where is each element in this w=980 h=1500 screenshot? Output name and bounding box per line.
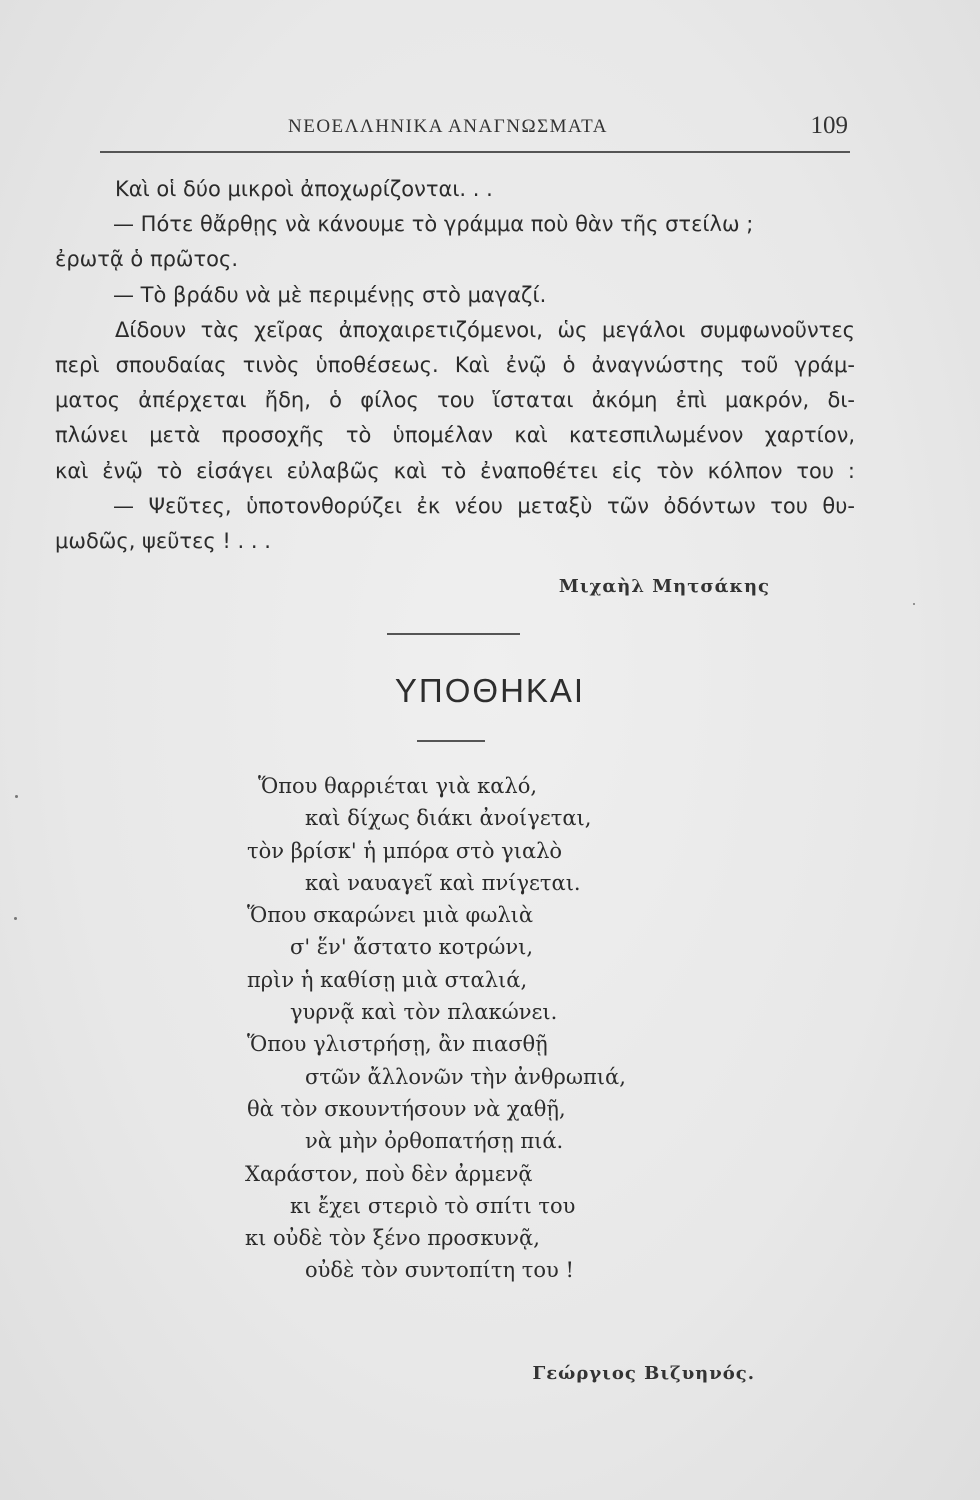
prose-line: πλώνει μετὰ προσοχῆς τὸ ὑπομέλαν καὶ κατεσπιλωμένον χαρτίον, — [55, 423, 855, 448]
poem-verse: οὐδὲ τὸν συντοπίτη του ! — [305, 1258, 574, 1283]
poem-verse: στῶν ἄλλονῶν τὴν ἀνθρωπιά, — [305, 1064, 626, 1089]
prose-line: περὶ σπουδαίας τινὸς ὑποθέσεως. Καὶ ἐνῷ ὁ ἀναγνώστης τοῦ γράμ- — [55, 352, 855, 377]
poem-verse: καὶ δίχως διάκι ἀνοίγεται, — [305, 806, 592, 831]
prose-line: — Ψεῦτες, ὑποτονθορύζει ἐκ νέου μεταξὺ τῶν ὀδόντων του θυ- — [113, 493, 855, 518]
title-underline — [417, 740, 485, 742]
running-header — [110, 112, 848, 146]
author-signature-mitsakis: Μιχαὴλ Μητσάκης — [558, 576, 770, 597]
prose-text — [55, 172, 855, 559]
prose-line: — Πότε θἄρθῃς νὰ κάνουμε τὸ γράμμα ποὺ θὰν τῆς στείλω ; — [113, 212, 754, 237]
prose-line: μωδῶς, ψεῦτες ! . . . — [55, 528, 271, 553]
paper-speck — [913, 603, 915, 605]
poem-verse: θὰ τὸν σκουντήσουν νὰ χαθῇ, — [247, 1096, 566, 1121]
paper-speck — [14, 917, 17, 920]
poem-verse: τὸν βρίσκ' ἡ μπόρα στὸ γιαλὸ — [247, 838, 563, 863]
page-number: 109 — [810, 112, 848, 139]
prose-line: ἐρωτᾷ ὁ πρῶτος. — [55, 247, 239, 272]
paper-speck — [15, 795, 18, 798]
prose-line: Καὶ οἱ δύο μικροὶ ἀποχωρίζονται. . . — [115, 177, 493, 201]
prose-line: καὶ ἐνῷ τὸ εἰσάγει εὐλαβῶς καὶ τὸ ἐναποθέτει εἰς τὸν κόλπον του : — [55, 458, 855, 483]
prose-line: Δίδουν τὰς χεῖρας ἀποχαιρετιζόμενοι, ὡς μεγάλοι συμφωνοῦντες — [115, 317, 855, 342]
poem-body — [0, 770, 980, 1287]
poem-verse: νὰ μὴν ὀρθοπατήσῃ πιά. — [305, 1129, 564, 1154]
header-rule — [100, 151, 850, 153]
poem-verse: γυρνᾷ καὶ τὸν πλακώνει. — [290, 1000, 558, 1025]
poem-verse: καὶ ναυαγεῖ καὶ πνίγεται. — [305, 870, 581, 895]
poem-verse: Ὅπου σκαρώνει μιὰ φωλιὰ — [247, 903, 534, 928]
poem-verse: Ὅπου γλιστρήσῃ, ἂν πιασθῇ — [247, 1032, 548, 1057]
poem-verse: πρὶν ἡ καθίσῃ μιὰ σταλιά, — [247, 967, 528, 992]
section-divider — [387, 633, 520, 635]
author-signature-vizyinos: Γεώργιος Βιζυηνός. — [532, 1363, 755, 1384]
prose-line: — Τὸ βράδυ νὰ μὲ περιμένῃς στὸ μαγαζί. — [113, 282, 547, 307]
poem-verse: κι οὐδὲ τὸν ξένο προσκυνᾷ, — [245, 1226, 540, 1251]
poem-verse: Χαράστον, ποὺ δὲν ἀρμενᾷ — [245, 1161, 533, 1186]
poem-verse: σ' ἕν' ἄστατο κοτρώνι, — [290, 935, 534, 960]
poem-verse: κι ἔχει στεριὸ τὸ σπίτι του — [290, 1193, 576, 1218]
prose-line: ματος ἀπέρχεται ἤδη, ὁ φίλος του ἵσταται ἀκόμη ἐπὶ μακρόν, δι- — [55, 388, 855, 413]
running-header-title: ΝΕΟΕΛΛΗΝΙΚΑ ΑΝΑΓΝΩΣΜΑΤΑ — [288, 116, 608, 137]
poem-title: ΥΠΟΘΗΚΑΙ — [394, 672, 586, 709]
poem-verse: Ὅπου θαρριέται γιὰ καλό, — [258, 774, 538, 798]
